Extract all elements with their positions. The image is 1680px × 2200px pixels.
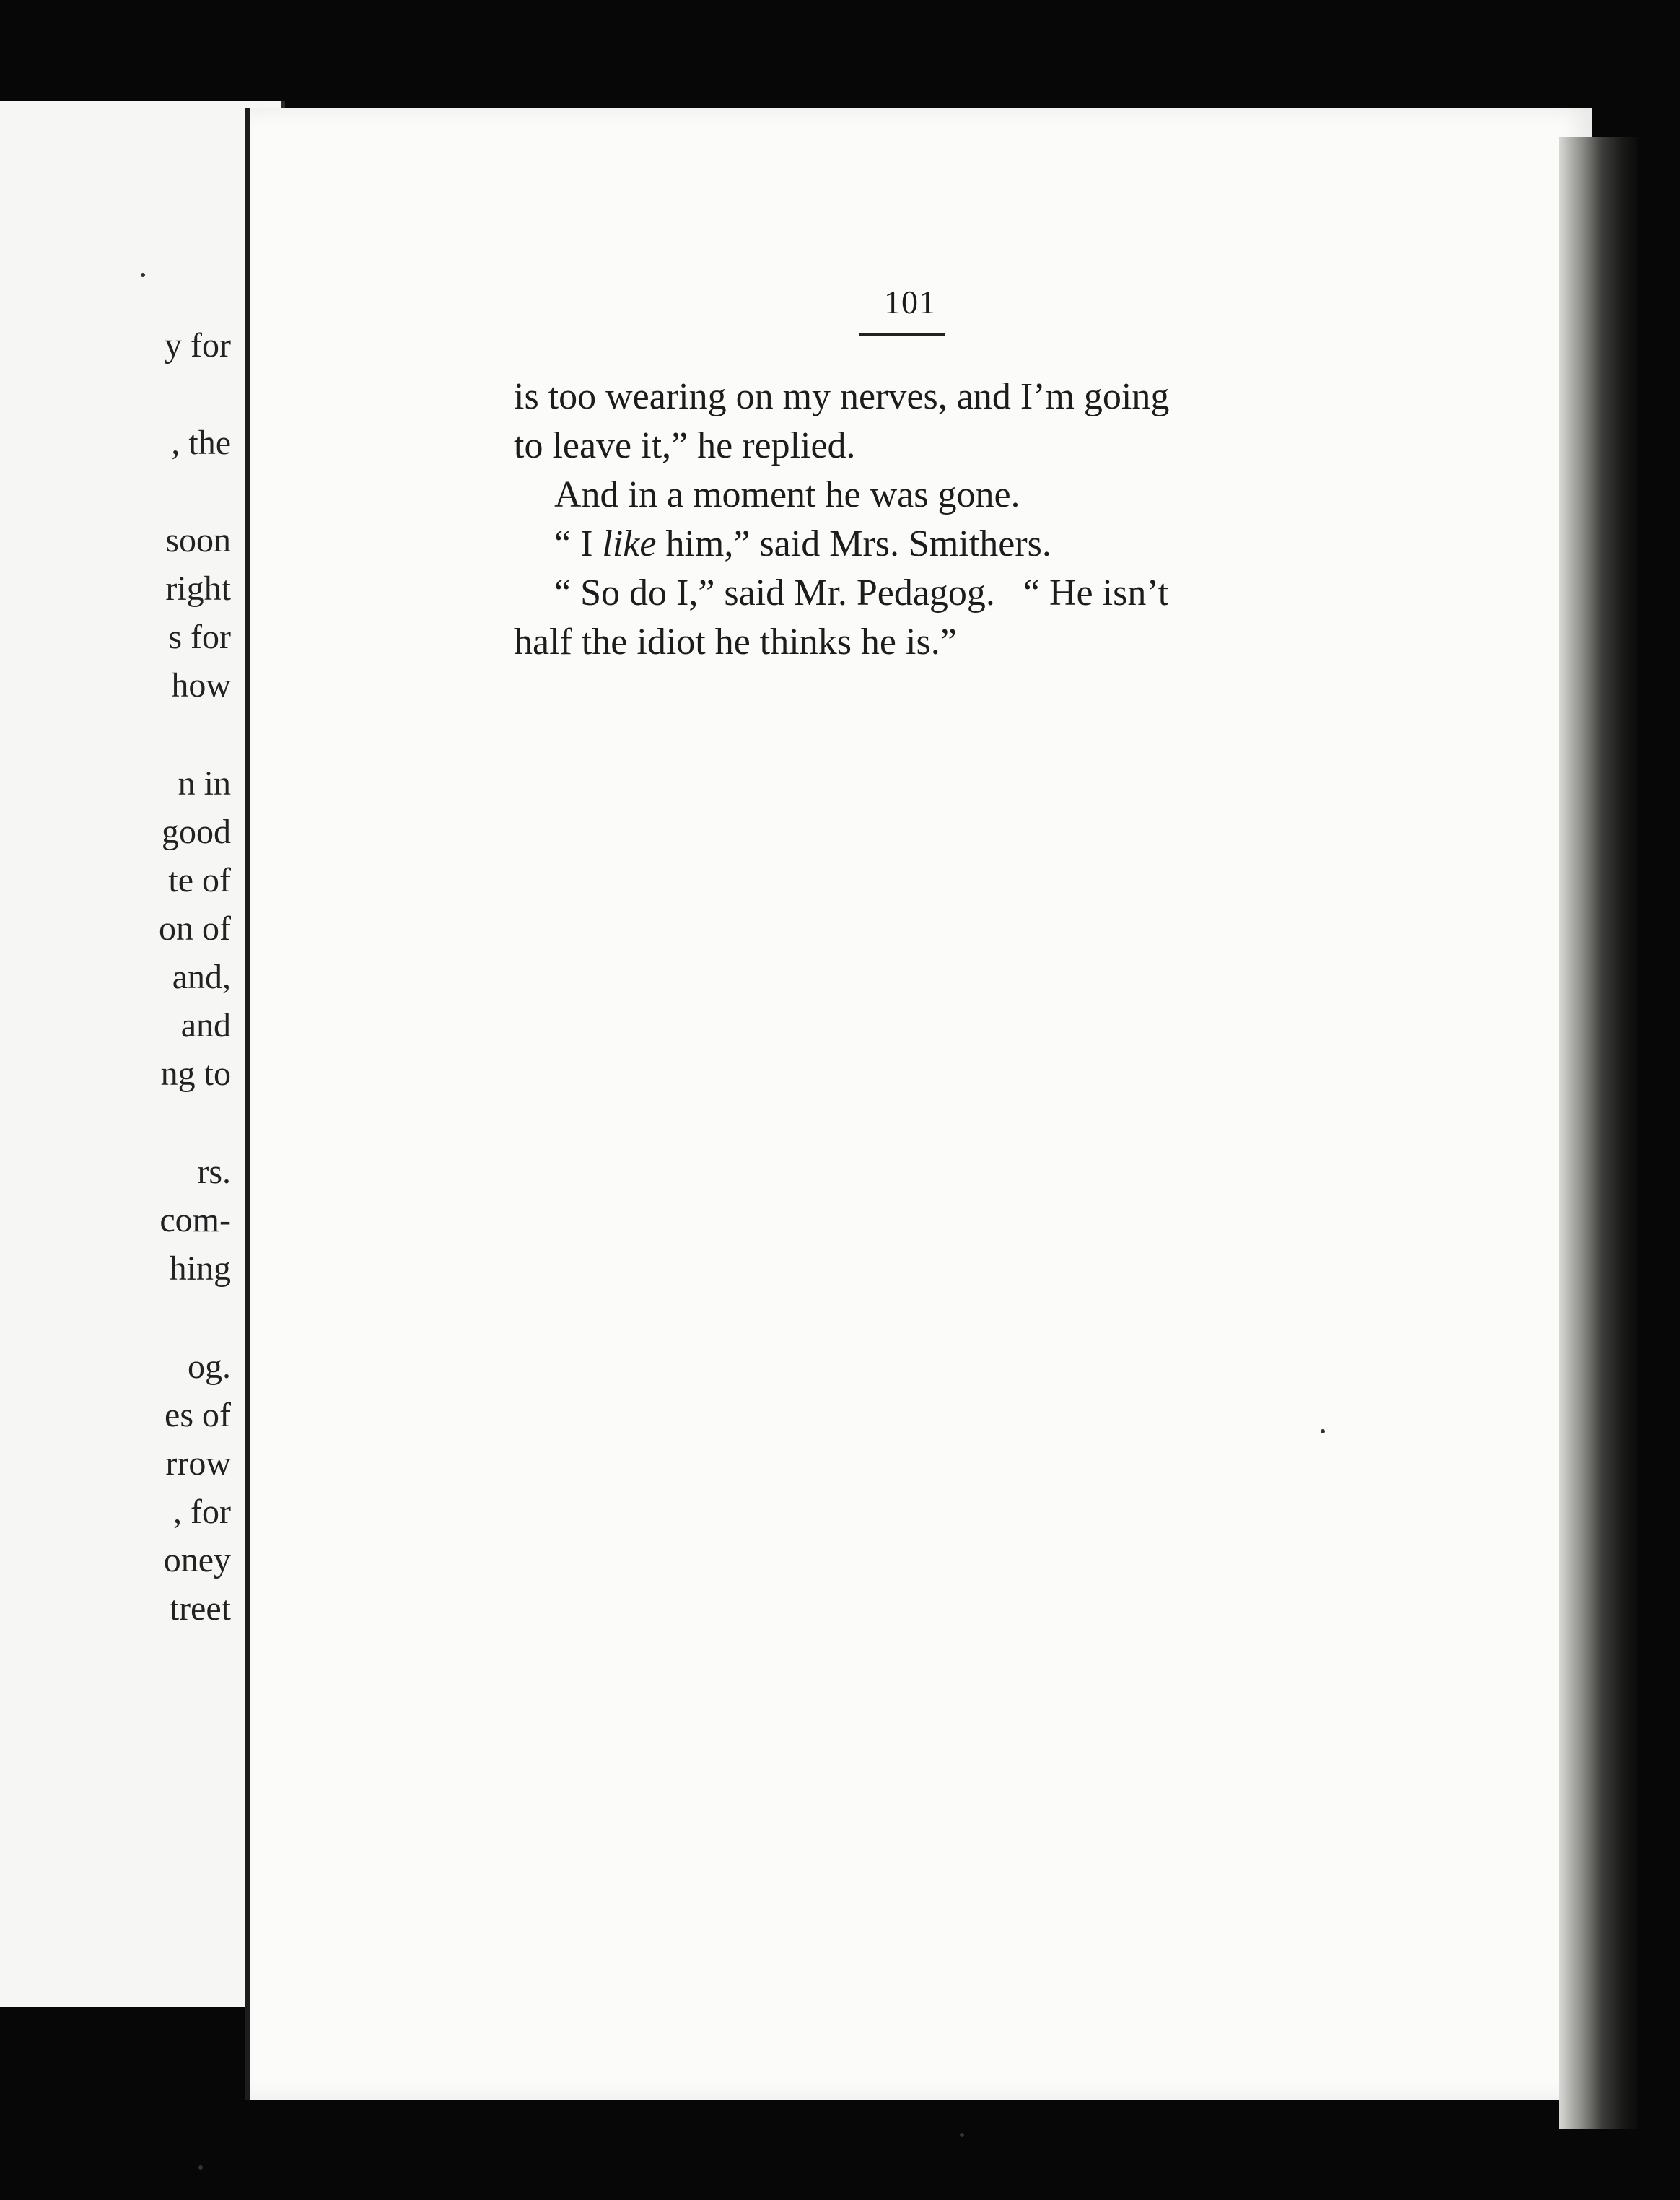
- text-line: [514, 520, 1293, 569]
- left-line: , for: [173, 1493, 231, 1531]
- left-line: right: [165, 569, 231, 608]
- left-line: s for: [168, 618, 231, 656]
- body-text: [514, 372, 1293, 667]
- left-line: oney: [163, 1541, 231, 1579]
- left-page: [0, 101, 285, 2007]
- emphasis: like: [602, 523, 657, 564]
- left-line: ng to: [160, 1055, 231, 1093]
- left-line: and,: [172, 958, 231, 996]
- text-line: “ So do I,” said Mr. Pedagog. “ He isn’t: [554, 572, 1169, 614]
- left-line: rs.: [197, 1153, 231, 1191]
- left-line: rrow: [165, 1444, 231, 1483]
- left-line: og.: [188, 1348, 231, 1386]
- left-line: es of: [165, 1396, 231, 1434]
- left-line: on of: [159, 909, 231, 948]
- page-edges: [1559, 137, 1638, 2129]
- page-number-rule: [859, 333, 945, 336]
- left-line: good: [162, 813, 231, 851]
- dust-speck: [141, 273, 145, 277]
- quote-rest: him,” said Mrs. Smithers.: [656, 523, 1051, 564]
- left-line: , the: [171, 424, 231, 462]
- text-line: half the idiot he thinks he is.”: [514, 621, 957, 663]
- left-line: y for: [165, 326, 231, 365]
- left-line: and: [180, 1006, 231, 1044]
- text-line: And in a moment he was gone.: [554, 474, 1020, 515]
- dust-speck: [1321, 1429, 1325, 1433]
- left-line: com-: [159, 1201, 231, 1239]
- page-number: 101: [884, 284, 936, 320]
- left-line: te of: [168, 861, 231, 899]
- left-line: hing: [169, 1249, 231, 1288]
- dust-speck: [198, 2165, 203, 2170]
- text-line: is too wearing on my nerves, and I’m going: [514, 376, 1170, 417]
- quote-open: “ I: [554, 523, 603, 564]
- left-line: how: [171, 666, 231, 704]
- left-line: n in: [178, 764, 231, 803]
- dust-speck: [960, 2133, 964, 2137]
- left-line: treet: [169, 1589, 231, 1628]
- text-line: to leave it,” he replied.: [514, 425, 856, 466]
- left-line: soon: [165, 521, 231, 559]
